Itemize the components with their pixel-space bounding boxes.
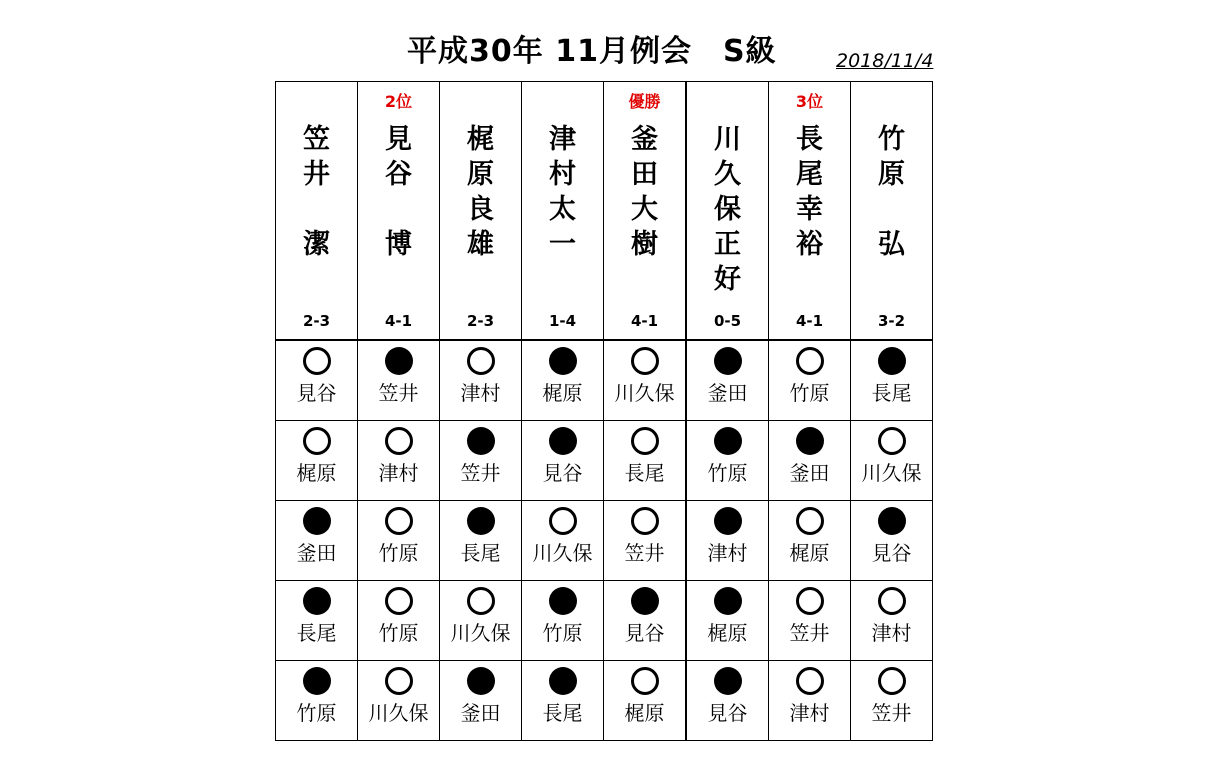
opponent-name: 長尾 — [460, 541, 501, 565]
match-cell — [851, 661, 933, 741]
loss-circle-icon — [549, 587, 577, 615]
opponent-name: 竹原 — [296, 701, 337, 725]
match-cell — [769, 581, 851, 661]
player-name — [687, 122, 768, 332]
match-cell — [769, 661, 851, 741]
player-name-char: 田 — [631, 159, 658, 190]
opponent-name: 見谷 — [707, 701, 748, 725]
player-name-char — [604, 262, 685, 297]
player-column-header — [522, 82, 604, 341]
opponent-name: 竹原 — [542, 621, 583, 645]
match-cell — [604, 661, 687, 741]
match-cell — [276, 581, 358, 661]
opponent-name: 釜田 — [789, 461, 830, 485]
opponent-name: 津村 — [378, 461, 419, 485]
loss-circle-icon — [714, 587, 742, 615]
player-name-char: 釜 — [631, 124, 658, 155]
win-circle-icon — [385, 667, 413, 695]
loss-circle-icon — [303, 507, 331, 535]
player-name-char: 樹 — [631, 229, 658, 260]
opponent-name: 見谷 — [624, 621, 665, 645]
win-loss-record: 2-3 — [466, 312, 495, 330]
match-cell — [686, 661, 769, 741]
opponent-name: 笠井 — [460, 461, 501, 485]
match-cell — [440, 421, 522, 501]
player-name-char: 裕 — [796, 229, 823, 260]
player-name-char — [522, 262, 603, 297]
opponent-name: 竹原 — [378, 541, 419, 565]
loss-circle-icon — [467, 427, 495, 455]
loss-circle-icon — [549, 347, 577, 375]
win-circle-icon — [631, 667, 659, 695]
loss-circle-icon — [303, 667, 331, 695]
opponent-name: 長尾 — [542, 701, 583, 725]
player-name — [769, 122, 850, 332]
win-circle-icon — [385, 507, 413, 535]
round-row-2 — [276, 421, 933, 501]
match-cell — [440, 501, 522, 581]
opponent-name: 竹原 — [707, 461, 748, 485]
match-cell — [769, 421, 851, 501]
match-cell — [604, 340, 687, 421]
event-date: 2018/11/4 — [836, 50, 934, 72]
win-circle-icon — [631, 347, 659, 375]
win-circle-icon — [467, 347, 495, 375]
rank-label: 2位 — [384, 92, 413, 111]
win-circle-icon — [549, 507, 577, 535]
player-name-char: 井 — [303, 159, 330, 190]
win-circle-icon — [796, 667, 824, 695]
player-name-char: 雄 — [467, 229, 494, 260]
opponent-name: 梶原 — [296, 461, 337, 485]
loss-circle-icon — [796, 427, 824, 455]
win-loss-record: 4-1 — [630, 312, 659, 330]
opponent-name: 長尾 — [296, 621, 337, 645]
player-name-char: 潔 — [303, 229, 330, 260]
player-name-char — [358, 262, 439, 297]
player-name-char: 原 — [878, 159, 905, 190]
player-column-header — [276, 82, 358, 341]
match-cell — [276, 501, 358, 581]
player-column-header — [686, 82, 769, 341]
match-cell — [440, 581, 522, 661]
player-name-char — [358, 192, 439, 227]
match-cell — [276, 340, 358, 421]
player-name-char: 大 — [631, 194, 658, 225]
match-cell — [358, 581, 440, 661]
opponent-name: 長尾 — [871, 381, 912, 405]
match-cell — [686, 421, 769, 501]
player-name-char: 一 — [549, 229, 576, 260]
win-circle-icon — [631, 507, 659, 535]
player-name — [276, 122, 357, 332]
win-circle-icon — [467, 587, 495, 615]
win-loss-record: 4-1 — [384, 312, 413, 330]
match-cell — [851, 421, 933, 501]
match-cell — [769, 340, 851, 421]
win-loss-record: 3-2 — [877, 312, 906, 330]
match-cell — [522, 340, 604, 421]
player-name-char: 久 — [714, 159, 741, 190]
player-column-header — [440, 82, 522, 341]
win-circle-icon — [796, 507, 824, 535]
loss-circle-icon — [631, 587, 659, 615]
win-circle-icon — [796, 587, 824, 615]
win-loss-record: 0-5 — [713, 312, 742, 330]
match-cell — [851, 340, 933, 421]
player-name-char: 長 — [796, 124, 823, 155]
player-name-char — [276, 192, 357, 227]
player-name-char: 太 — [549, 194, 576, 225]
opponent-name: 梶原 — [789, 541, 830, 565]
player-name-char: 原 — [467, 159, 494, 190]
win-circle-icon — [303, 427, 331, 455]
match-cell — [358, 661, 440, 741]
match-cell — [358, 421, 440, 501]
opponent-name: 津村 — [460, 381, 501, 405]
win-loss-record: 4-1 — [795, 312, 824, 330]
match-cell — [440, 661, 522, 741]
match-cell — [769, 501, 851, 581]
player-name-char: 尾 — [796, 159, 823, 190]
opponent-name: 長尾 — [624, 461, 665, 485]
opponent-name: 梶原 — [542, 381, 583, 405]
round-row-1 — [276, 340, 933, 421]
player-name-char: 見 — [385, 124, 412, 155]
player-name-char: 弘 — [878, 229, 905, 260]
rank-label: 優勝 — [628, 92, 661, 111]
match-cell — [604, 421, 687, 501]
player-name-char — [851, 192, 932, 227]
player-name-char: 博 — [385, 229, 412, 260]
loss-circle-icon — [714, 507, 742, 535]
player-name-char: 津 — [549, 124, 576, 155]
opponent-name: 津村 — [871, 621, 912, 645]
results-table — [275, 81, 933, 741]
loss-circle-icon — [714, 347, 742, 375]
opponent-name: 竹原 — [378, 621, 419, 645]
player-column-header — [604, 82, 687, 341]
player-name — [358, 122, 439, 332]
loss-circle-icon — [549, 427, 577, 455]
round-row-4 — [276, 581, 933, 661]
player-column-header — [769, 82, 851, 341]
loss-circle-icon — [303, 587, 331, 615]
loss-circle-icon — [878, 507, 906, 535]
loss-circle-icon — [878, 347, 906, 375]
opponent-name: 津村 — [789, 701, 830, 725]
win-circle-icon — [385, 587, 413, 615]
opponent-name: 見谷 — [542, 461, 583, 485]
loss-circle-icon — [467, 507, 495, 535]
player-name-char — [851, 262, 932, 297]
player-name-char: 笠 — [303, 124, 330, 155]
opponent-name: 笠井 — [789, 621, 830, 645]
match-cell — [440, 340, 522, 421]
loss-circle-icon — [467, 667, 495, 695]
player-name — [851, 122, 932, 332]
match-cell — [604, 581, 687, 661]
opponent-name: 釜田 — [707, 381, 748, 405]
player-name — [522, 122, 603, 332]
opponent-name: 釜田 — [460, 701, 501, 725]
match-cell — [358, 501, 440, 581]
opponent-name: 川久保 — [368, 701, 429, 725]
match-cell — [522, 421, 604, 501]
player-column-header — [851, 82, 933, 341]
player-name-char — [276, 262, 357, 297]
opponent-name: 川久保 — [532, 541, 593, 565]
rank-label: 3位 — [795, 92, 824, 111]
match-cell — [851, 581, 933, 661]
player-name-char: 正 — [714, 229, 741, 260]
loss-circle-icon — [549, 667, 577, 695]
win-circle-icon — [878, 587, 906, 615]
match-cell — [276, 661, 358, 741]
match-cell — [851, 501, 933, 581]
win-loss-record: 2-3 — [302, 312, 331, 330]
player-name — [604, 122, 685, 332]
player-name-char: 保 — [714, 194, 741, 225]
match-cell — [358, 340, 440, 421]
player-name-char: 村 — [549, 159, 576, 190]
round-row-3 — [276, 501, 933, 581]
player-name-char — [769, 262, 850, 297]
match-cell — [686, 581, 769, 661]
opponent-name: 笠井 — [378, 381, 419, 405]
opponent-name: 川久保 — [861, 461, 922, 485]
win-loss-record: 1-4 — [548, 312, 577, 330]
match-cell — [522, 661, 604, 741]
player-name-char: 好 — [714, 264, 741, 295]
match-cell — [686, 340, 769, 421]
loss-circle-icon — [714, 667, 742, 695]
win-circle-icon — [878, 427, 906, 455]
opponent-name: 梶原 — [624, 701, 665, 725]
player-name-char: 谷 — [385, 159, 412, 190]
player-header-row — [276, 82, 933, 341]
player-name-char: 竹 — [878, 124, 905, 155]
player-name-char: 川 — [714, 124, 741, 155]
opponent-name: 見谷 — [871, 541, 912, 565]
opponent-name: 川久保 — [450, 621, 511, 645]
round-row-5 — [276, 661, 933, 741]
loss-circle-icon — [385, 347, 413, 375]
player-name-char — [440, 262, 521, 297]
opponent-name: 見谷 — [296, 381, 337, 405]
opponent-name: 竹原 — [789, 381, 830, 405]
opponent-name: 津村 — [707, 541, 748, 565]
player-column-header — [358, 82, 440, 341]
win-circle-icon — [796, 347, 824, 375]
win-circle-icon — [631, 427, 659, 455]
win-circle-icon — [878, 667, 906, 695]
opponent-name: 釜田 — [296, 541, 337, 565]
match-cell — [276, 421, 358, 501]
match-cell — [522, 581, 604, 661]
player-name-char: 幸 — [796, 194, 823, 225]
opponent-name: 笠井 — [624, 541, 665, 565]
match-cell — [522, 501, 604, 581]
opponent-name: 梶原 — [707, 621, 748, 645]
player-name-char: 良 — [467, 194, 494, 225]
loss-circle-icon — [714, 427, 742, 455]
win-circle-icon — [385, 427, 413, 455]
page-title: 平成30年 11月例会 S級 — [407, 34, 777, 69]
opponent-name: 川久保 — [614, 381, 675, 405]
match-cell — [686, 501, 769, 581]
match-cell — [604, 501, 687, 581]
player-name — [440, 122, 521, 332]
player-name-char: 梶 — [467, 124, 494, 155]
opponent-name: 笠井 — [871, 701, 912, 725]
win-circle-icon — [303, 347, 331, 375]
